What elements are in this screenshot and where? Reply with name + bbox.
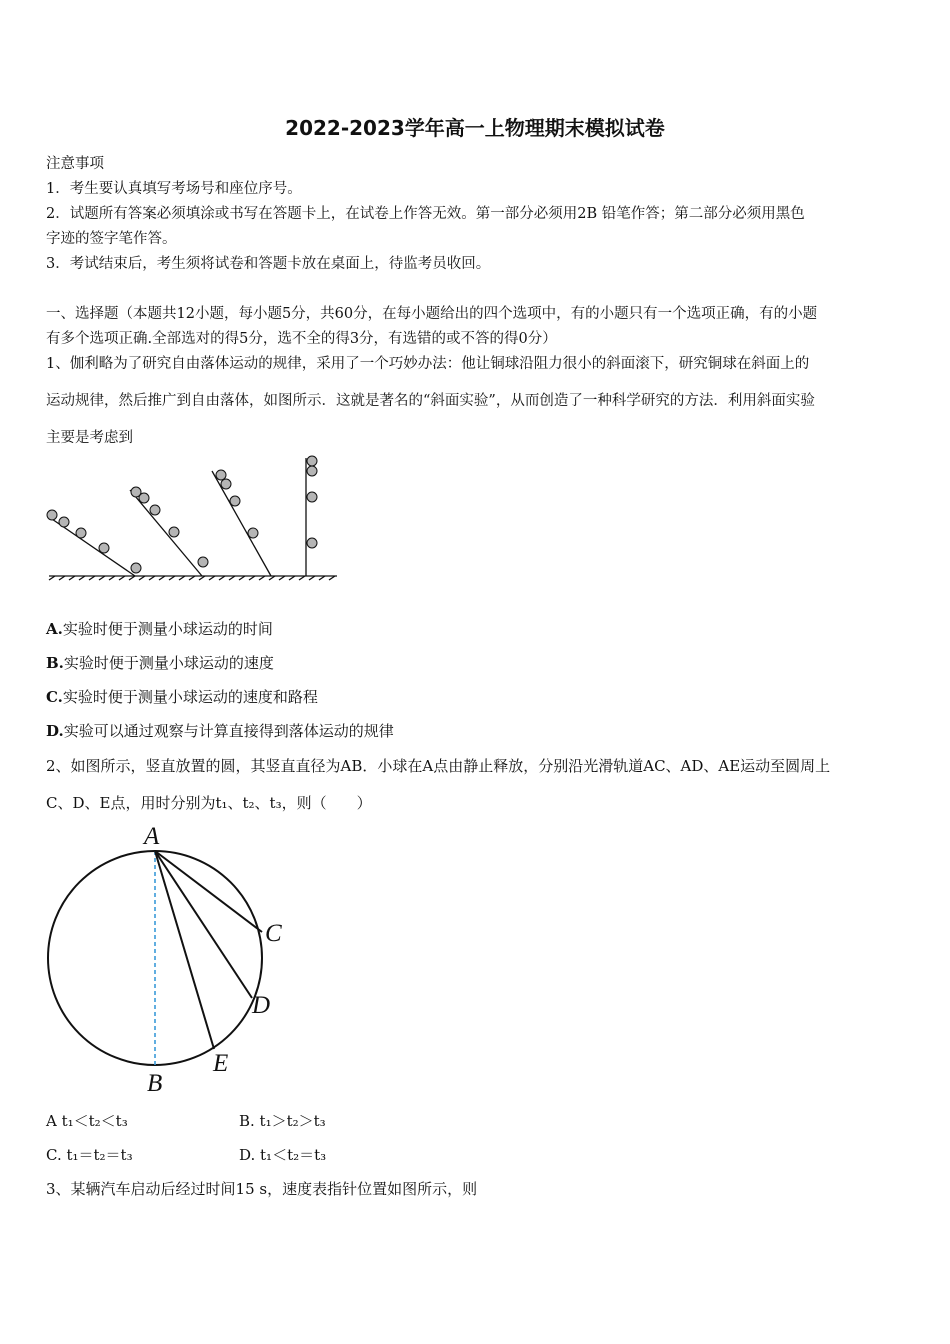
q2-option-c: C. t₁＝t₂＝t₃ <box>46 1146 133 1164</box>
notice-heading: 注意事项 <box>46 156 104 172</box>
page-title: 2022-2023学年高一上物理期末模拟试卷 <box>285 116 665 140</box>
q1-stem-line3: 主要是考虑到 <box>46 430 133 446</box>
q1-stem-line1: 1、伽利略为了研究自由落体运动的规律，采用了一个巧妙办法：他让铜球沿阻力很小的斜面滚下，研究铜球在斜面上的 <box>46 356 810 372</box>
q1-option-a: A.实验时便于测量小球运动的时间 <box>46 620 273 638</box>
point-d-label: D <box>252 992 271 1019</box>
q1-stem-line2: 运动规律，然后推广到自由落体，如图所示．这就是著名的“斜面实验”，从而创造了一种科学研究的方法．利用斜面实验 <box>46 393 815 409</box>
q2-stem-line2: C、D、E点，用时分别为t₁、t₂、t₃，则（ ） <box>46 794 372 812</box>
q2-option-a: A t₁＜t₂＜t₃ <box>46 1112 128 1130</box>
notice-item-1: 1．考生要认真填写考场号和座位序号。 <box>46 181 302 197</box>
notice-item-3: 3．考试结束后，考生须将试卷和答题卡放在桌面上，待监考员收回。 <box>46 256 491 272</box>
q3-stem-line1: 3、某辆汽车启动后经过时间15 s，速度表指针位置如图所示，则 <box>46 1180 478 1198</box>
q2-option-d: D. t₁＜t₂＝t₃ <box>239 1146 327 1164</box>
section-heading-line1: 一、选择题（本题共12小题，每小题5分，共60分，在每小题给出的四个选项中，有的小题只有一个选项正确，有的小题 <box>46 306 818 322</box>
notice-item-2: 2．试题所有答案必须填涂或书写在答题卡上，在试卷上作答无效。第一部分必须用2B 铅笔作答；第二部分必须用黑色 <box>46 206 805 222</box>
q2-stem-line1: 2、如图所示，竖直放置的圆，其竖直直径为AB．小球在A点由静止释放，分别沿光滑轨道AC、AD、AE运动至圆周上 <box>46 757 831 775</box>
point-a-label: A <box>144 823 160 850</box>
section-heading-line2: 有多个选项正确.全部选对的得5分，选不全的得3分，有选错的或不答的得0分） <box>46 331 557 347</box>
q1-option-b: B.实验时便于测量小球运动的速度 <box>46 654 274 672</box>
point-c-label: C <box>265 920 282 947</box>
circle-track-figure <box>40 820 300 1100</box>
point-e-label: E <box>213 1050 229 1077</box>
q2-option-b: B. t₁＞t₂＞t₃ <box>239 1112 326 1130</box>
q1-option-d: D.实验可以通过观察与计算直接得到落体运动的规律 <box>46 722 394 740</box>
incline-experiment-figure <box>40 450 345 585</box>
q1-option-c: C.实验时便于测量小球运动的速度和路程 <box>46 688 318 706</box>
point-b-label: B <box>147 1070 163 1097</box>
notice-item-2-cont: 字迹的签字笔作答。 <box>46 231 177 247</box>
